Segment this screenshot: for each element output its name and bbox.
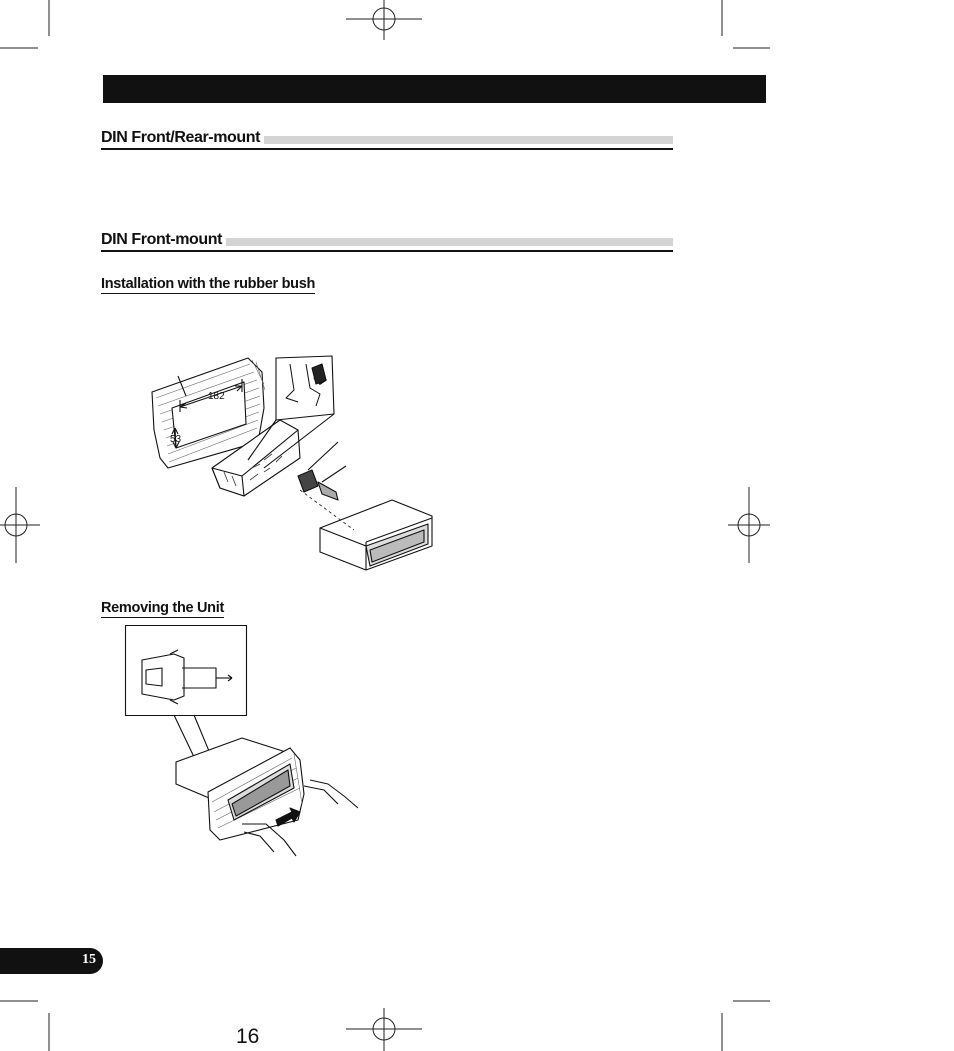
subheading-rubber-bush: Installation with the rubber bush [101, 276, 316, 292]
installation-illustration [140, 350, 440, 580]
section-title: DIN Front-mount [101, 231, 226, 249]
footer-page-number: 16 [236, 1025, 260, 1048]
header-bar [103, 75, 766, 103]
registration-mark-bottom [346, 1008, 422, 1051]
dimension-width-label: 182 [208, 391, 225, 402]
page-tab [0, 948, 103, 974]
subheading-removing-unit: Removing the Unit [101, 600, 224, 616]
section-heading-din-front [101, 231, 673, 252]
registration-mark-left [0, 487, 40, 563]
section-title: DIN Front/Rear-mount [101, 129, 264, 147]
page-tab-number: 15 [82, 952, 96, 967]
removal-illustration [124, 624, 364, 864]
dimension-height-label: 53 [170, 434, 182, 445]
registration-mark-top [346, 0, 422, 40]
registration-mark-right [728, 487, 770, 563]
section-heading-din-front-rear [101, 129, 673, 150]
